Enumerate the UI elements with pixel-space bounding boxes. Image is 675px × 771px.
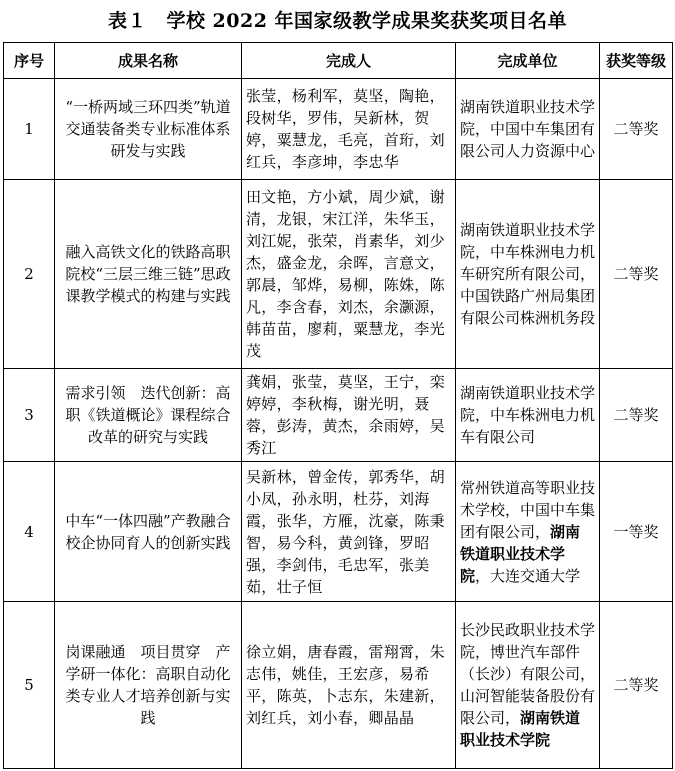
row-award: 二等奖 [600, 79, 673, 180]
table-title: 表１ 学校 2022 年国家级教学成果奖获奖项目名单 [107, 10, 568, 32]
header-no: 序号 [4, 43, 55, 79]
row-no: 1 [4, 79, 55, 180]
units-text: 常州铁道高等职业技术学校，中国中车集团有限公司， [460, 478, 596, 541]
units-highlight: 湖南铁道职业技术学院 [460, 522, 581, 585]
table-row [4, 79, 673, 180]
row-name: 融入高铁文化的铁路高职院校“三层三维三链”思政课教学模式的构建与实践 [55, 180, 242, 369]
row-units [456, 602, 600, 769]
row-people: 张莹，杨利军，莫坚，陶艳，段树华，罗伟，吴新林，贺婷，粟慧龙，毛亮，首珩，刘红兵，李彦坤，李忠华 [242, 79, 456, 180]
row-award: 二等奖 [600, 180, 673, 369]
row-people: 田文艳，方小斌，周少斌，谢清，龙银，宋江洋，朱华玉，刘江妮，张荣，肖素华，刘少杰，盛金龙，余晖，言意文，郭晨，邹烨，易柳，陈姝，陈凡，李含春，刘杰，余灏源，韩苗苗，廖莉，粟慧龙，李光茂 [242, 180, 456, 369]
row-no: 4 [4, 462, 55, 602]
row-units: 湖南铁道职业技术学院，中车株洲电力机车研究所有限公司，中国铁路广州局集团有限公司株洲机务段 [456, 180, 600, 369]
table-row [4, 602, 673, 769]
units-text-tail: ，大连交通大学 [475, 566, 581, 585]
units-text: 长沙民政职业技术学院，博世汽车部件（长沙）有限公司，山河智能装备股份有限公司， [460, 621, 596, 727]
row-name: 岗课融通 项目贯穿 产学研一体化：高职自动化类专业人才培养创新与实践 [55, 602, 242, 769]
row-name: “一桥两域三环四类”轨道交通装备类专业标准体系研发与实践 [55, 79, 242, 180]
header-units: 完成单位 [456, 43, 600, 79]
table-row [4, 369, 673, 462]
row-people: 徐立娟，唐春霞，雷翔霄，朱志伟，姚佳，王宏彦，易希平，陈英，卜志东，朱建新，刘红兵，刘小春，卿晶晶 [242, 602, 456, 769]
award-table [3, 42, 673, 769]
header-award: 获奖等级 [600, 43, 673, 79]
table-row [4, 462, 673, 602]
header-name: 成果名称 [55, 43, 242, 79]
table-row [4, 180, 673, 369]
row-award: 一等奖 [600, 462, 673, 602]
row-units: 湖南铁道职业技术学院，中车株洲电力机车有限公司 [456, 369, 600, 462]
row-award: 二等奖 [600, 602, 673, 769]
table-header-row [4, 43, 673, 79]
units-highlight: 湖南铁道职业技术学院 [460, 709, 581, 749]
row-people: 吴新林，曾金传，郭秀华，胡小凤，孙永明，杜芬，刘海霞，张华，方雁，沈豪，陈秉智，易今科，黄剑锋，罗昭强，李剑伟，毛忠军，张美茹，壮子恒 [242, 462, 456, 602]
row-award: 二等奖 [600, 369, 673, 462]
row-no: 5 [4, 602, 55, 769]
row-name: 中车“一体四融”产教融合校企协同育人的创新实践 [55, 462, 242, 602]
row-units: 湖南铁道职业技术学院，中国中车集团有限公司人力资源中心 [456, 79, 600, 180]
row-units [456, 462, 600, 602]
header-people: 完成人 [242, 43, 456, 79]
row-name: 需求引领 迭代创新：高职《铁道概论》课程综合改革的研究与实践 [55, 369, 242, 462]
row-no: 2 [4, 180, 55, 369]
row-people: 龚娟，张莹，莫坚，王宁，栾婷婷，李秋梅，谢光明，聂蓉，彭涛，黄杰，余雨婷，吴秀江 [242, 369, 456, 462]
row-no: 3 [4, 369, 55, 462]
